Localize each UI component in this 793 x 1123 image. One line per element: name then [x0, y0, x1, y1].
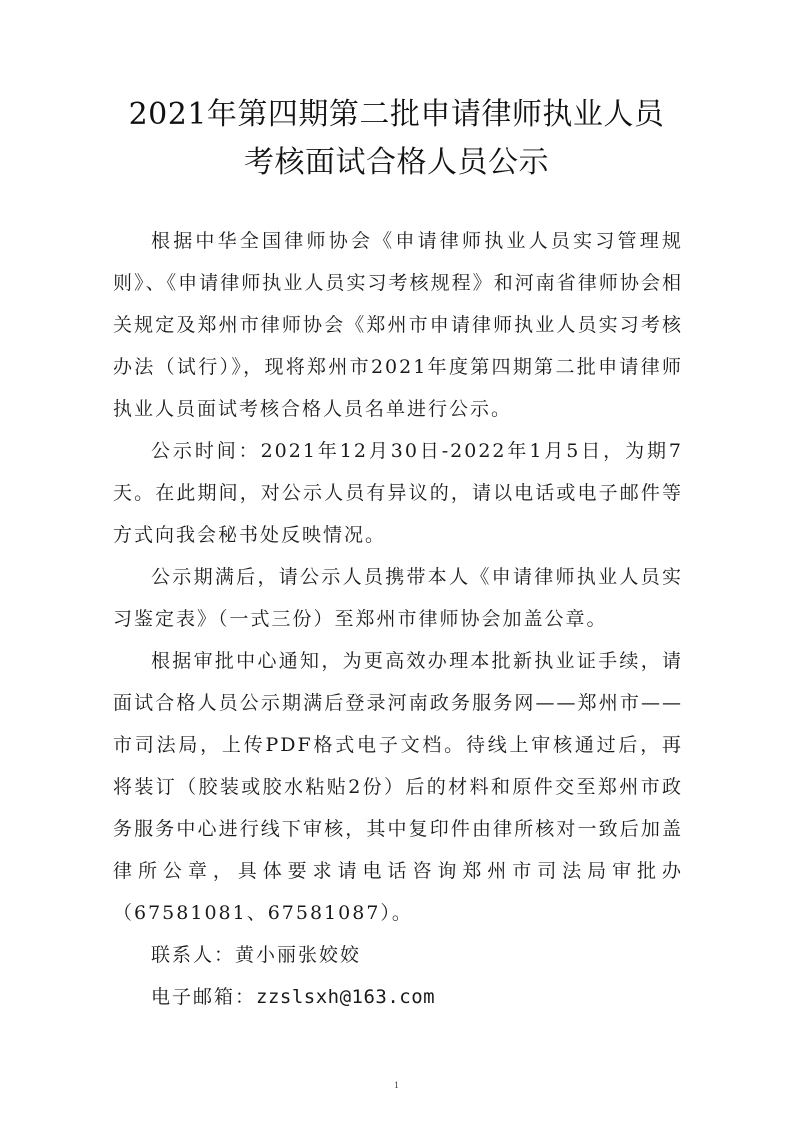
document-body — [113, 220, 683, 1018]
email-label: 电子邮箱： — [151, 986, 257, 1008]
document-title-line-1: 2021年第四期第二批申请律师执业人员 — [128, 97, 665, 132]
email-line — [113, 976, 683, 1018]
contact-label: 联系人： — [151, 944, 236, 966]
page-number: 1 — [394, 1080, 399, 1090]
contact-line — [113, 934, 683, 976]
paragraph-notice-period: 公示时间：2021年12月30日-2022年1月5日，为期7天。在此期间，对公示人员有异议的，请以电话或电子邮件等方式向我会秘书处反映情况。 — [113, 440, 683, 546]
email-address[interactable]: zzslsxh@163.com — [256, 986, 436, 1008]
contact-name-2: 张姣姣 — [298, 944, 362, 966]
paragraph-appraisal-form: 公示期满后，请公示人员携带本人《申请律师执业人员实习鉴定表》（一式三份）至郑州市律师协会加盖公章。 — [113, 566, 683, 630]
paragraph-online-review: 根据审批中心通知，为更高效办理本批新执业证手续，请面试合格人员公示期满后登录河南政务服务网——郑州市——市司法局，上传PDF格式电子文档。待线上审核通过后，再将装订（胶装或胶水粘贴2份）后的材料和原件交至郑州市政务服务中心进行线下审核，其中复印件由律所核对一致后加盖律所公章，具体要求请电话咨询郑州市司法局审批办（67581081、67581087）。 — [113, 650, 683, 924]
document-title-line-2: 考核面试合格人员公示 — [244, 145, 549, 180]
contact-name-1: 黄小丽 — [235, 944, 299, 966]
paragraph-basis: 根据中华全国律师协会《申请律师执业人员实习管理规则》、《申请律师执业人员实习考核规程》和河南省律师协会相关规定及郑州市律师协会《郑州市申请律师执业人员实习考核办法（试行）》，现将郑州市2021年度第四期第二批申请律师执业人员面试考核合格人员名单进行公示。 — [113, 230, 683, 420]
